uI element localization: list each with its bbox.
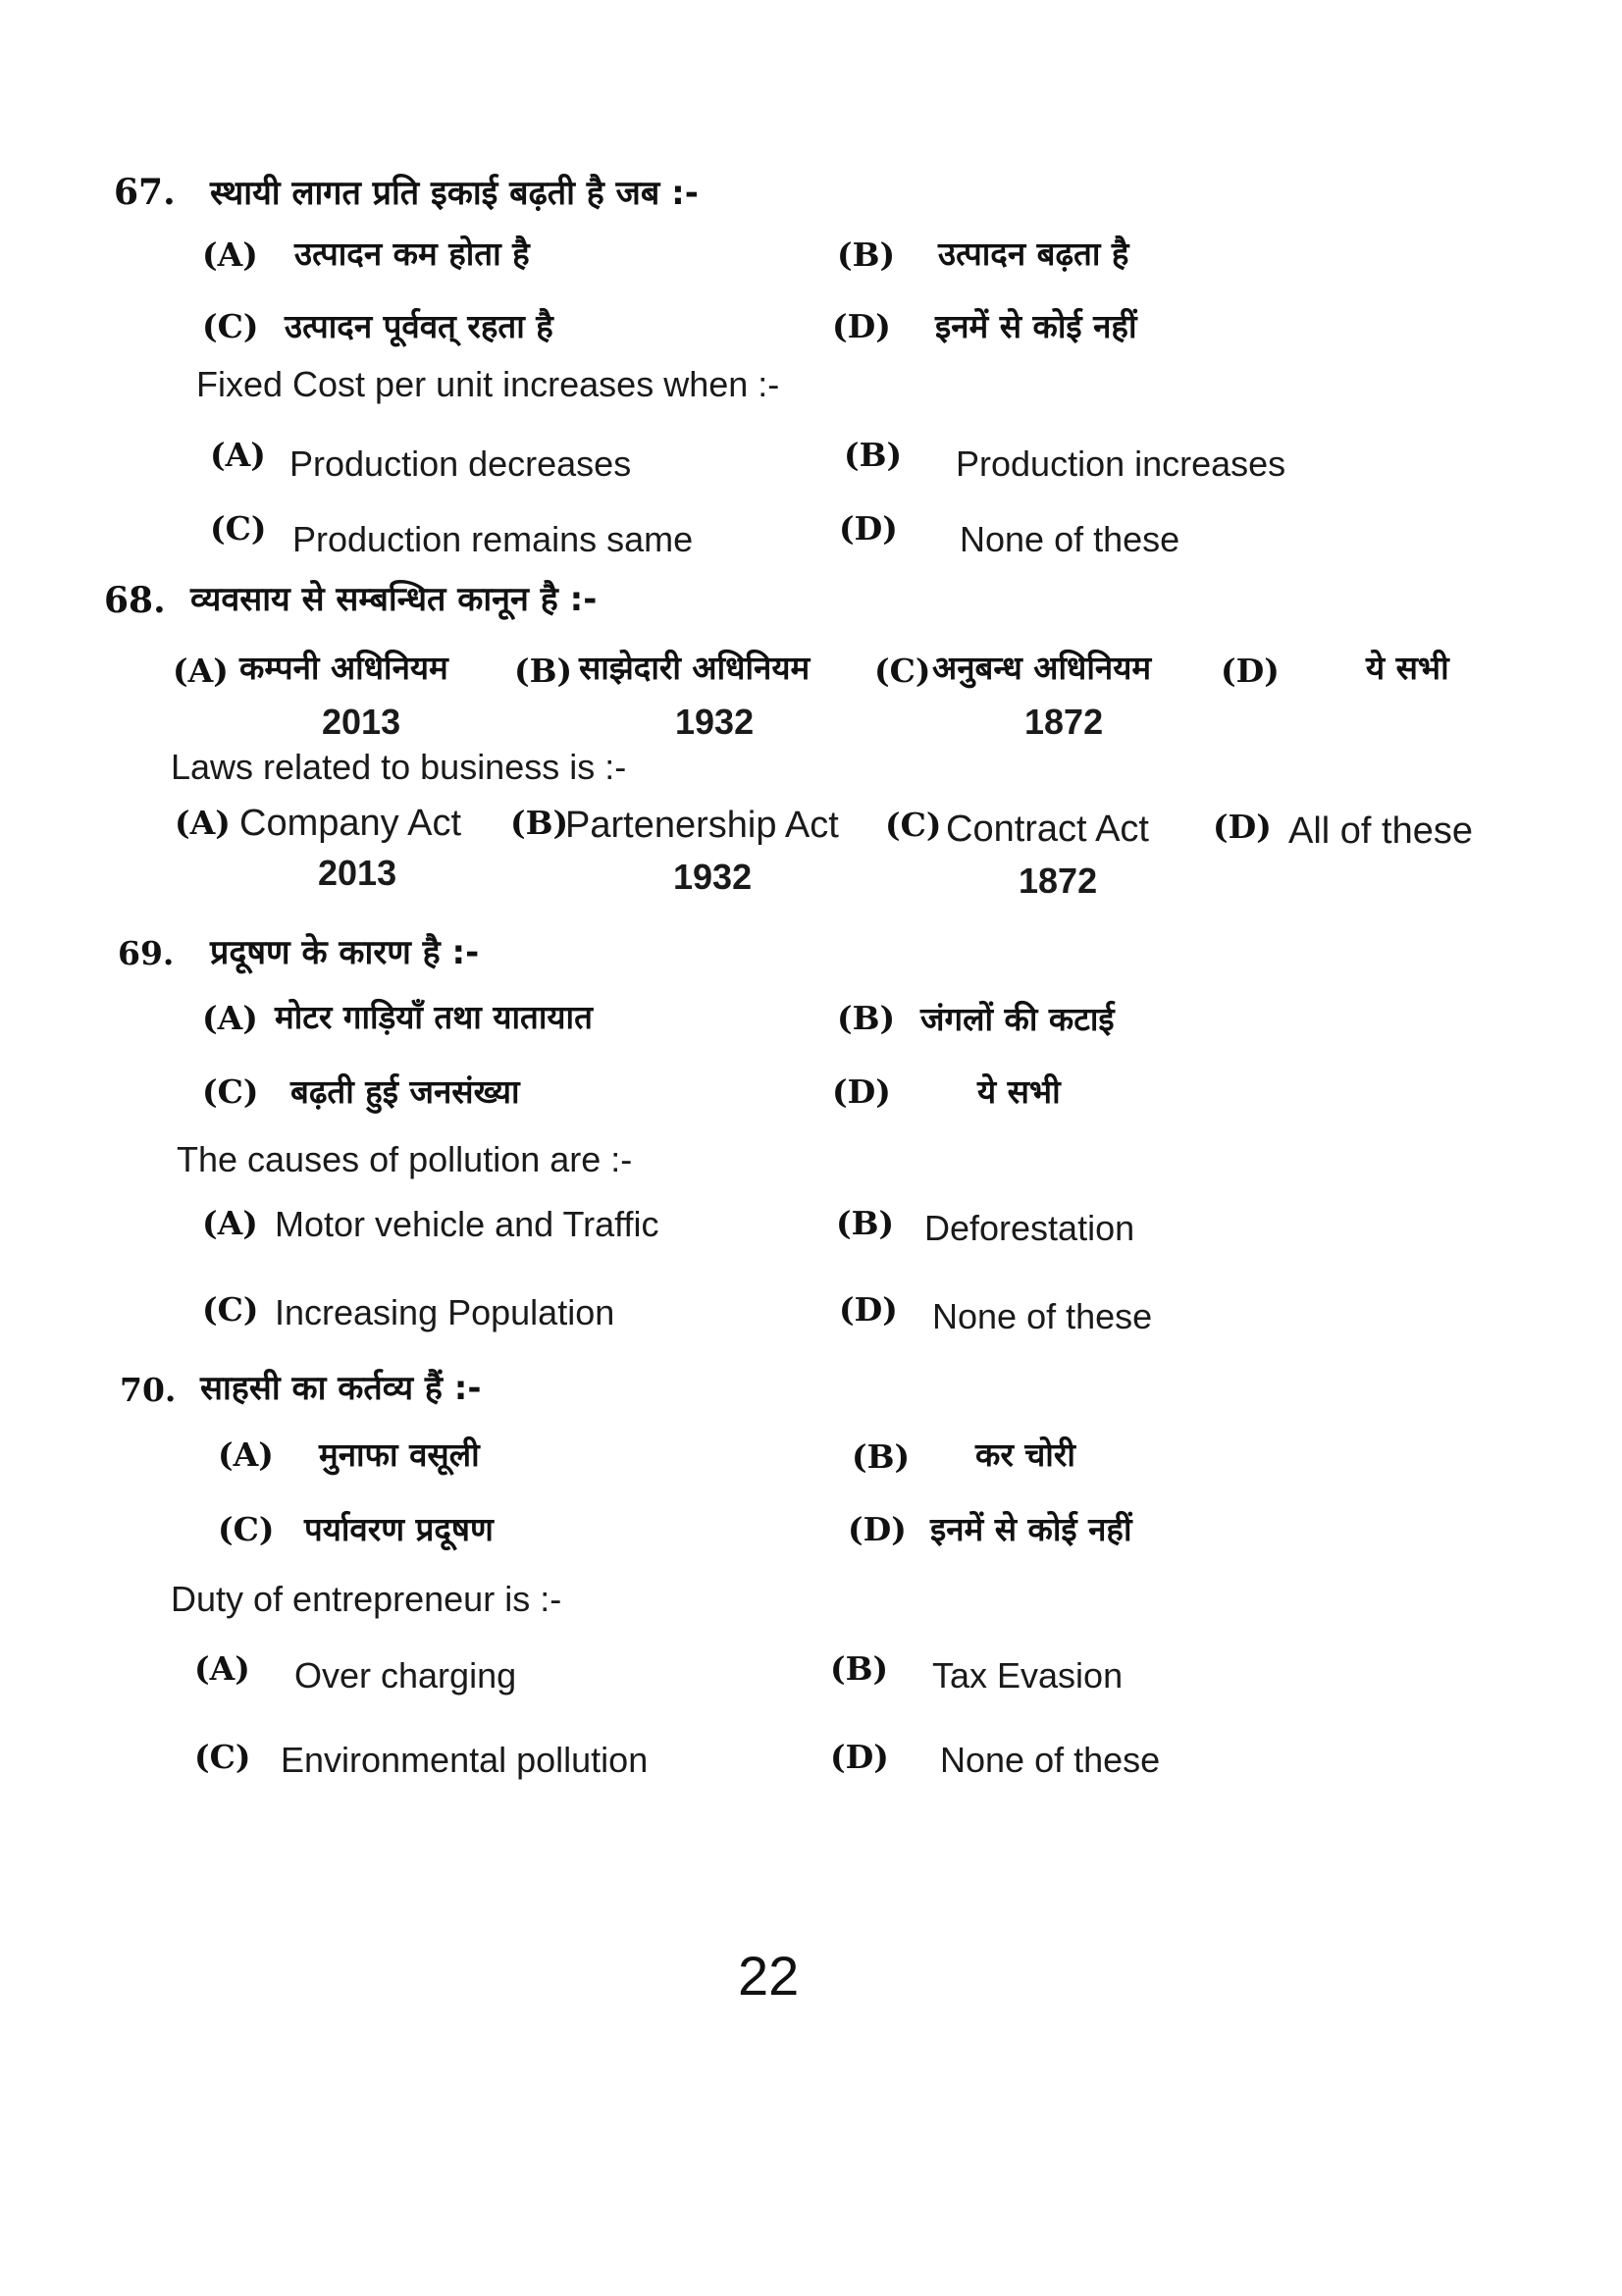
option-label-a: (A): [202, 235, 258, 274]
option-label-d: (D): [832, 1072, 891, 1111]
option-b-hindi: जंगलों की कटाई: [920, 1000, 1115, 1038]
option-a-year: 2013: [318, 853, 397, 893]
option-a-english: Company Act: [239, 803, 461, 844]
option-b-english: Tax Evasion: [932, 1655, 1124, 1696]
option-label-d: (D): [839, 1290, 898, 1329]
question-text-english: Laws related to business is :-: [171, 747, 627, 787]
option-a-hindi: कम्पनी अधिनियम: [239, 649, 448, 687]
option-label-c: (C): [874, 652, 931, 690]
option-c-english: Environmental pollution: [281, 1740, 649, 1780]
option-label-a: (A): [175, 804, 231, 842]
question-text-english: Fixed Cost per unit increases when :-: [196, 364, 780, 404]
option-c-english: Production remains same: [292, 519, 694, 559]
option-label-c: (C): [885, 806, 942, 844]
option-d-hindi: ये सभी: [977, 1072, 1061, 1111]
option-label-b: (B): [830, 1649, 889, 1688]
option-c-year: 1872: [1019, 861, 1098, 901]
option-c-hindi: उत्पादन पूर्ववत् रहता है: [285, 307, 553, 345]
question-text-hindi: साहसी का कर्तव्य हैं :-: [200, 1369, 482, 1408]
question-number: 70.: [120, 1371, 177, 1409]
option-c-hindi: पर्यावरण प्रदूषण: [304, 1510, 494, 1548]
option-d-english: All of these: [1288, 810, 1473, 852]
option-c-english: Increasing Population: [275, 1292, 615, 1332]
option-a-year: 2013: [322, 702, 401, 742]
option-label-d: (D): [1213, 808, 1272, 846]
option-label-d: (D): [832, 307, 891, 345]
option-a-english: Production decreases: [289, 444, 632, 484]
option-d-english: None of these: [940, 1740, 1161, 1780]
option-label-d: (D): [848, 1510, 907, 1548]
question-text-english: Duty of entrepreneur is :-: [171, 1579, 562, 1619]
question-text-hindi: व्यवसाय से सम्बन्धित कानून है :-: [190, 580, 598, 619]
option-label-c: (C): [202, 1072, 259, 1111]
question-number: 68.: [104, 580, 166, 621]
option-b-hindi: साझेदारी अधिनियम: [579, 649, 811, 687]
option-a-english: Motor vehicle and Traffic: [275, 1204, 659, 1244]
option-a-hindi: मुनाफा वसूली: [319, 1435, 480, 1474]
option-b-year: 1932: [673, 857, 753, 897]
option-c-hindi: अनुबन्ध अधिनियम: [932, 649, 1152, 687]
option-label-b: (B): [844, 436, 903, 474]
option-label-a: (A): [202, 1204, 258, 1242]
option-label-d: (D): [1221, 652, 1280, 690]
option-label-b: (B): [514, 652, 573, 690]
option-label-c: (C): [218, 1510, 275, 1548]
option-label-d: (D): [830, 1738, 889, 1776]
option-c-english: Contract Act: [946, 809, 1149, 850]
option-label-a: (A): [173, 652, 229, 690]
question-number: 67.: [114, 172, 176, 213]
option-label-b: (B): [852, 1437, 911, 1476]
option-label-a: (A): [210, 436, 266, 474]
option-a-hindi: उत्पादन कम होता है: [294, 235, 530, 273]
question-text-hindi: प्रदूषण के कारण है :-: [210, 933, 480, 972]
option-b-english: Production increases: [956, 444, 1286, 484]
question-text-english: The causes of pollution are :-: [177, 1139, 633, 1179]
option-d-hindi: ये सभी: [1366, 649, 1449, 687]
option-d-hindi: इनमें से कोई नहीं: [930, 1510, 1132, 1548]
option-label-b: (B): [836, 1204, 895, 1242]
option-b-year: 1932: [675, 702, 755, 742]
option-c-year: 1872: [1024, 702, 1104, 742]
question-number: 69.: [118, 934, 175, 972]
option-label-b: (B): [510, 804, 569, 842]
option-label-c: (C): [202, 1290, 259, 1329]
option-label-d: (D): [839, 509, 898, 548]
option-b-english: Partenership Act: [565, 805, 839, 846]
option-b-hindi: कर चोरी: [975, 1435, 1075, 1474]
option-label-b: (B): [837, 235, 896, 274]
question-text-hindi: स्थायी लागत प्रति इकाई बढ़ती है जब :-: [210, 174, 699, 213]
option-d-english: None of these: [960, 519, 1180, 559]
option-label-b: (B): [837, 999, 896, 1037]
option-d-hindi: इनमें से कोई नहीं: [935, 307, 1137, 345]
option-a-english: Over charging: [294, 1655, 517, 1696]
option-label-a: (A): [194, 1649, 250, 1688]
option-label-a: (A): [202, 999, 258, 1037]
option-a-hindi: मोटर गाड़ियाँ तथा यातायात: [275, 998, 593, 1036]
page-number: 22: [738, 1945, 800, 2007]
option-c-hindi: बढ़ती हुई जनसंख्या: [290, 1072, 520, 1111]
option-label-c: (C): [202, 307, 259, 345]
option-d-english: None of these: [932, 1296, 1153, 1336]
option-b-english: Deforestation: [924, 1208, 1135, 1248]
option-label-c: (C): [194, 1738, 251, 1776]
option-label-c: (C): [210, 509, 267, 548]
option-b-hindi: उत्पादन बढ़ता है: [938, 235, 1129, 273]
option-label-a: (A): [218, 1435, 274, 1474]
